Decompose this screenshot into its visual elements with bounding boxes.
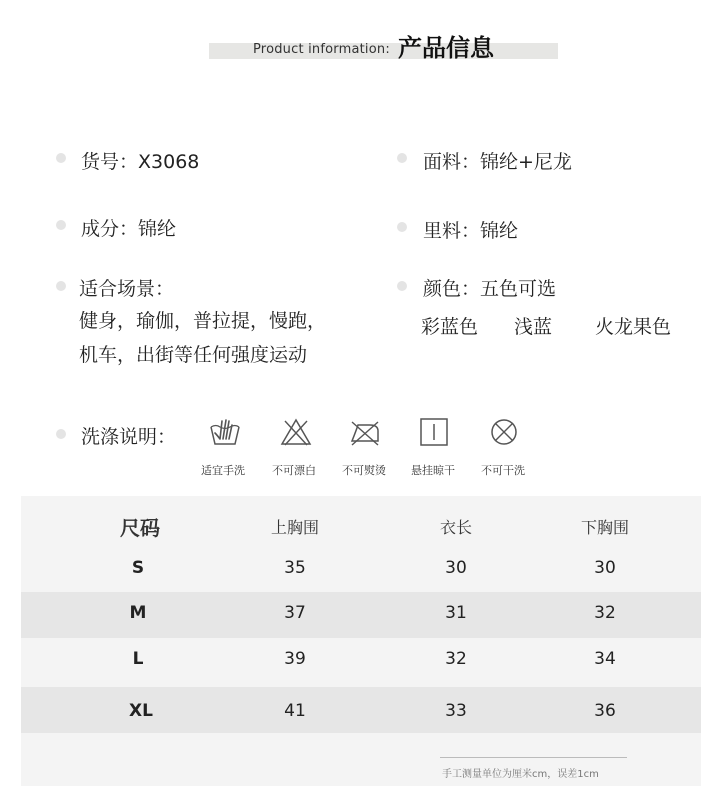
hand-wash-icon bbox=[208, 417, 242, 447]
table-cell: 30 bbox=[445, 558, 467, 578]
table-header-length: 衣长 bbox=[439, 518, 472, 537]
care-label-no-bleach: 不可漂白 bbox=[272, 464, 316, 477]
bullet-dot bbox=[397, 281, 407, 291]
color-option-3: 火龙果色 bbox=[595, 316, 672, 338]
no-bleach-icon bbox=[279, 417, 313, 447]
color-option-1: 彩蓝色 bbox=[421, 316, 479, 338]
table-cell-size: S bbox=[131, 558, 145, 578]
table-header-bust: 上胸围 bbox=[270, 518, 319, 537]
fabric: 面料：锦纶+尼龙 bbox=[423, 151, 572, 173]
table-cell: 33 bbox=[445, 701, 467, 721]
table-cell: 35 bbox=[284, 558, 306, 578]
bullet-dot bbox=[397, 222, 407, 232]
scenes-line-2: 机车，出街等任何强度运动 bbox=[79, 344, 308, 366]
bullet-dot bbox=[56, 429, 66, 439]
table-cell: 31 bbox=[445, 603, 467, 623]
no-iron-icon bbox=[348, 417, 382, 447]
scenes-title: 适合场景： bbox=[79, 278, 175, 300]
care-label-no-dry-clean: 不可干洗 bbox=[481, 464, 525, 477]
composition: 成分：锦纶 bbox=[81, 218, 177, 240]
bullet-dot bbox=[397, 153, 407, 163]
table-header-underbust: 下胸围 bbox=[580, 518, 629, 537]
item-number: 货号：X3068 bbox=[81, 151, 200, 173]
table-header-size: 尺码 bbox=[120, 516, 160, 540]
care-label-hand-wash: 适宜手洗 bbox=[201, 464, 245, 477]
colors-title: 颜色：五色可选 bbox=[423, 278, 557, 300]
lining: 里料：锦纶 bbox=[423, 220, 519, 242]
table-cell: 41 bbox=[284, 701, 306, 721]
note-divider bbox=[440, 757, 627, 758]
bullet-dot bbox=[56, 153, 66, 163]
table-cell-size: XL bbox=[129, 701, 153, 721]
table-cell: 36 bbox=[594, 701, 616, 721]
table-cell: 39 bbox=[284, 649, 306, 669]
table-cell: 34 bbox=[594, 649, 616, 669]
table-cell: 37 bbox=[284, 603, 306, 623]
hang-dry-icon bbox=[417, 417, 451, 447]
measurement-note: 手工测量单位为厘米cm，误差1cm bbox=[442, 769, 599, 780]
table-cell-size: L bbox=[132, 649, 144, 669]
color-option-2: 浅蓝 bbox=[514, 316, 553, 338]
table-cell: 32 bbox=[445, 649, 467, 669]
care-label-hang-dry: 悬挂晾干 bbox=[411, 464, 455, 477]
scenes-line-1: 健身，瑜伽，普拉提，慢跑， bbox=[79, 310, 327, 332]
header-title-cn: 产品信息 bbox=[398, 34, 494, 62]
table-cell-size: M bbox=[129, 603, 147, 623]
care-label-no-iron: 不可熨烫 bbox=[342, 464, 386, 477]
header-title-en: Product information: bbox=[253, 42, 390, 57]
care-title: 洗涤说明： bbox=[81, 426, 177, 448]
table-cell: 32 bbox=[594, 603, 616, 623]
bullet-dot bbox=[56, 220, 66, 230]
table-cell: 30 bbox=[594, 558, 616, 578]
bullet-dot bbox=[56, 281, 66, 291]
no-dry-clean-icon bbox=[487, 417, 521, 447]
